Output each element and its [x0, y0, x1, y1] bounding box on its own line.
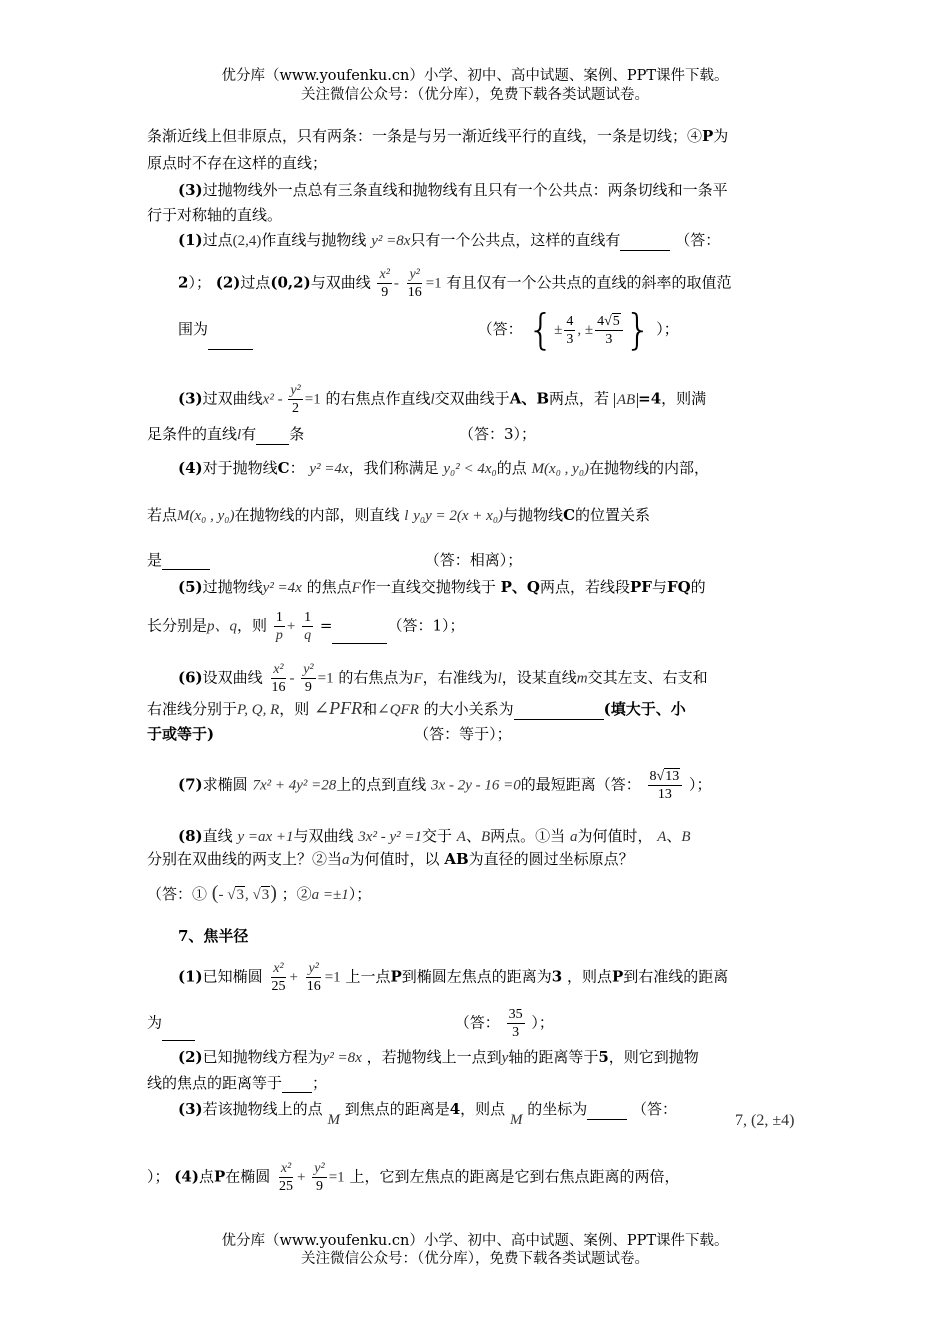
fraction: $\frac{4}{3}$	[566, 313, 574, 347]
focal-question-2-cont: 线的焦点的距离等于 ；	[147, 1074, 328, 1092]
focal-question-3: (3)若该抛物线上的点 M 到焦点的距离是4，则点 M 的坐标为 （答：	[178, 1100, 678, 1128]
fraction: $\frac{4√5}{3}$	[595, 313, 623, 348]
question-3-cont: 足条件的直线l有 条 （答：3）；	[147, 425, 537, 443]
focal-question-3-value: 7, (2, ±4)	[735, 1112, 795, 1129]
page-header-line1: 优分库（www.youfenku.cn）小学、初中、高中试题、案例、PPT课件下载。	[221, 68, 729, 84]
question-2-answer: 围为 （答： {± $\frac{4}{3}$ , ± $\frac{4√5}{3}$ } ）；	[178, 305, 679, 354]
fraction: $\frac{1}{q}$	[304, 610, 312, 643]
answer-blank	[162, 1038, 195, 1041]
answer-blank	[620, 248, 670, 251]
focal-question-1: (1)已知椭圆 $\frac{\text{x²}}{25}$ + $\frac{\text{y²}}{16}$ =1 上一点P到椭圆左焦点的距离为3 ，则点P到右准线的距离	[178, 961, 729, 994]
answer-blank	[282, 1090, 312, 1093]
focal-question-2: (2)已知抛物线方程为y² =8x ，若抛物线上一点到y轴的距离等于5，则它到抛物	[178, 1048, 699, 1066]
section-heading: 7、焦半径	[178, 927, 249, 945]
fraction: $\frac{\text{y²}}{16}$	[407, 267, 422, 300]
para-asymptote-cont: 原点时不存在这样的直线；	[147, 154, 328, 172]
fraction: $\frac{35}{3}$	[508, 1007, 523, 1040]
answer-blank	[208, 347, 253, 350]
answer-blank	[256, 442, 289, 445]
answer-blank	[332, 641, 387, 644]
page-footer-line2: 关注微信公众号：（优分库），免费下载各类试题试卷。	[301, 1251, 649, 1267]
fraction: $\frac{\text{y²}}{9}$	[314, 1161, 325, 1194]
fraction: $\frac{\text{y²}}{9}$	[303, 662, 314, 695]
fraction: $\frac{\text{x²}}{16}$	[271, 662, 286, 695]
fraction: $\frac{\text{x²}}{9}$	[379, 267, 390, 300]
question-4-cont: 若点M(x₀ , y₀)在抛物线的内部，则直线 l y₀y = 2(x + x₀)与抛物线C的位置关系	[147, 506, 651, 524]
question-6: (6)设双曲线 $\frac{\text{x²}}{16}$ - $\frac{\text{y²}}{9}$ =1 的右焦点为F，右准线为l，设某直线m交其左支、右支和	[178, 662, 708, 695]
para-asymptote: 条渐近线上但非原点，只有两条：一条是与另一渐近线平行的直线，一条是切线；④P为	[147, 127, 729, 145]
focal-question-1-answer: 为 （答： $\frac{35}{3}$ ）；	[147, 1007, 554, 1040]
question-1: (1)过点(2,4)作直线与抛物线 y² =8x只有一个公共点，这样的直线有 （答：	[178, 231, 721, 249]
fraction: $\frac{\text{x²}}{25}$	[271, 961, 286, 994]
fraction: $\frac{\text{y²}}{16}$	[306, 961, 321, 994]
page-header-line2: 关注微信公众号：（优分库），免费下载各类试题试卷。	[301, 87, 649, 103]
question-6-answer: 于或等于) （答：等于）；	[147, 725, 512, 743]
para-outside-point-cont: 行于对称轴的直线。	[147, 206, 283, 224]
answer-blank	[162, 567, 210, 570]
question-1-answer-and-q2: 2）； (2)过点(0,2)与双曲线 $\frac{\text{x²}}{9}$ - $\frac{\text{y²}}{16}$ =1 有且仅有一个公共点的直线的斜率的取值范	[178, 267, 732, 300]
question-4-answer: 是 （答：相离）；	[147, 551, 523, 569]
question-4: (4)对于抛物线C： y² =4x，我们称满足 y₀² < 4x₀的点 M(x₀ , y₀)在抛物线的内部，	[178, 459, 710, 477]
question-5: (5)过抛物线y² =4x 的焦点F作一直线交抛物线于 P、Q两点，若线段PF与FQ的	[178, 578, 706, 596]
question-3: (3)过双曲线x² - $\frac{\text{y²}}{2}$ =1 的右焦点作直线l交双曲线于A、B两点，若 AB =4，则满	[178, 383, 707, 416]
para-outside-point: (3)过抛物线外一点总有三条直线和抛物线有且只有一个公共点：两条切线和一条平	[178, 181, 728, 199]
fraction: $\frac{\text{x²}}{25}$	[279, 1161, 294, 1194]
question-8-cont: 分别在双曲线的两支上？②当a为何值时，以 AB为直径的圆过坐标原点？	[147, 850, 634, 868]
page-footer-line1: 优分库（www.youfenku.cn）小学、初中、高中试题、案例、PPT课件下载。	[221, 1233, 729, 1249]
question-6-cont: 右准线分别于P, Q, R，则 ∠PFR和∠QFR 的大小关系为 (填大于、小	[147, 698, 686, 718]
fraction: $\frac{\text{y²}}{2}$	[290, 383, 301, 416]
answer-blank	[587, 1117, 627, 1120]
question-8: (8)直线 y =ax +1与双曲线 3x² - y² =1交于 A、B两点。①当 a为何值时， A、B	[178, 827, 691, 845]
question-8-answer: （答：① (- √3, √3) ；②a =±1）；	[147, 882, 372, 904]
fraction: $\frac{8√13}{13}$	[648, 768, 683, 803]
question-5-cont: 长分别是p、q，则 $\frac{1}{p}$ + $\frac{1}{q}$ = （答：1）；	[147, 610, 465, 643]
focal-question-4: ）； (4)点P在椭圆 $\frac{\text{x²}}{25}$ + $\frac{\text{y²}}{9}$ =1 上，它到左焦点的距离是它到右焦点距离的两倍，	[147, 1161, 680, 1194]
fraction: $\frac{1}{p}$	[275, 610, 283, 643]
answer-blank	[514, 717, 604, 720]
question-7: (7)求椭圆 7x² + 4y² =28上的点到直线 3x - 2y - 16 =0的最短距离（答： $\frac{8√13}{13}$ ）；	[178, 769, 712, 802]
